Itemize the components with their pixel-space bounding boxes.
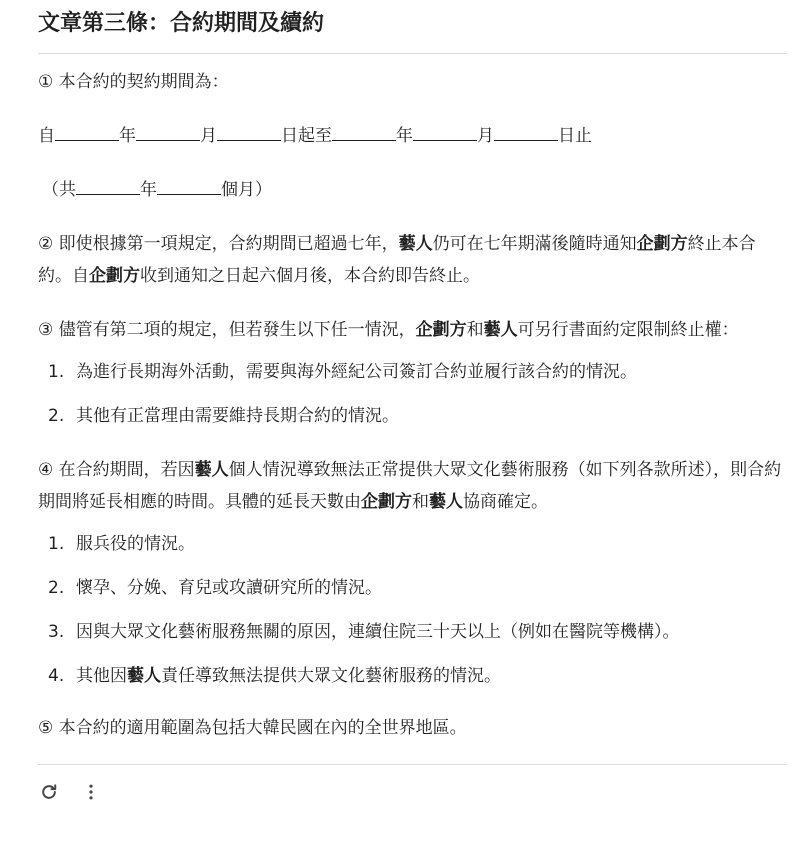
list-item: [38, 528, 787, 560]
clause-4-list: [38, 528, 787, 692]
list-text: 服兵役的情況。: [76, 534, 195, 554]
list-text: 其他因: [76, 666, 127, 686]
clause-text: 可另行書面約定限制終止權：: [517, 320, 739, 340]
term-agency: 企劃方: [415, 320, 467, 340]
list-number: 1.: [48, 362, 65, 382]
clause-1-text: ① 本合約的契約期間為：: [38, 72, 229, 92]
list-item: [38, 572, 787, 604]
date-word: 月: [477, 126, 494, 146]
list-number: 3.: [48, 622, 65, 642]
total-years-blank: [76, 174, 140, 195]
contract-date-line: [38, 120, 787, 152]
clause-2-text: [38, 228, 787, 292]
term-artist: 藝人: [429, 492, 463, 512]
clause-text: ② 即使根據第一項規定，合約期間已超過七年，: [38, 234, 399, 254]
response-actions: [38, 779, 787, 805]
term-artist: 藝人: [194, 460, 229, 480]
refresh-icon[interactable]: [38, 781, 60, 803]
list-text: 責任導致無法提供大眾文化藝術服務的情況。: [161, 666, 501, 686]
total-word: （共: [42, 180, 76, 200]
clause-4-text: [38, 454, 787, 518]
list-item: [38, 660, 787, 692]
more-vertical-icon[interactable]: [80, 781, 102, 803]
date-word: 月: [200, 126, 217, 146]
clause-text: 仍可在七年期滿後隨時通知: [432, 234, 637, 254]
clause-text: ④ 在合約期間，若因: [38, 460, 195, 480]
clause-text: 終止本合約。自: [38, 234, 756, 286]
date-word: 日止: [558, 126, 592, 146]
list-text: 懷孕、分娩、育兒或攻讀研究所的情況。: [76, 578, 382, 598]
clause-5-text: ⑤ 本合約的適用範圍為包括大韓民國在內的全世界地區。: [38, 718, 467, 738]
list-number: 2.: [48, 578, 65, 598]
date-word: 日起至: [281, 126, 332, 146]
list-number: 2.: [48, 406, 65, 426]
list-number: 4.: [48, 666, 65, 686]
divider: [38, 53, 787, 54]
term-agency: 企劃方: [361, 492, 412, 512]
term-artist: 藝人: [483, 320, 518, 340]
list-text: 其他有正當理由需要維持長期合約的情況。: [76, 406, 399, 426]
date-word: 年: [119, 126, 136, 146]
total-word: 年: [140, 180, 157, 200]
list-number: 1.: [48, 534, 65, 554]
divider: [38, 764, 787, 765]
end-day-blank: [494, 120, 558, 141]
date-word: 年: [396, 126, 413, 146]
clause-text: 收到通知之日起六個月後，本合約即告終止。: [140, 266, 480, 286]
clause-text: 和: [466, 320, 484, 340]
start-year-blank: [55, 120, 119, 141]
term-agency: 企劃方: [89, 266, 140, 286]
clause-text: ③ 儘管有第二項的規定，但若發生以下任一情況，: [38, 320, 416, 340]
clause-text: 個人情況導致無法正常提供大眾文化藝術服務（如下列各款所述），則合約期間將延長相應的時間。具體的延長天數由: [38, 460, 782, 512]
start-day-blank: [217, 120, 281, 141]
clause-text: 和: [412, 492, 429, 512]
clause-3-list: [38, 356, 787, 432]
list-item: [38, 616, 787, 648]
list-text: 為進行長期海外活動，需要與海外經紀公司簽訂合約並履行該合約的情況。: [76, 362, 637, 382]
term-agency: 企劃方: [636, 234, 688, 254]
date-word: 自: [38, 126, 55, 146]
list-item: [38, 400, 787, 432]
end-year-blank: [332, 120, 396, 141]
end-month-blank: [413, 120, 477, 141]
term-artist: 藝人: [127, 666, 161, 686]
clause-3-text: [38, 314, 787, 346]
page-title: 文章第三條：合約期間及續約: [38, 11, 325, 36]
clause-text: 協商確定。: [463, 492, 548, 512]
document: [38, 0, 787, 805]
list-item: [38, 356, 787, 388]
start-month-blank: [136, 120, 200, 141]
contract-total-line: [38, 174, 787, 206]
term-artist: 藝人: [398, 234, 433, 254]
total-months-blank: [157, 174, 221, 195]
total-word: 個月）: [221, 180, 272, 200]
list-text: 因與大眾文化藝術服務無關的原因，連續住院三十天以上（例如在醫院等機構）。: [76, 622, 680, 642]
